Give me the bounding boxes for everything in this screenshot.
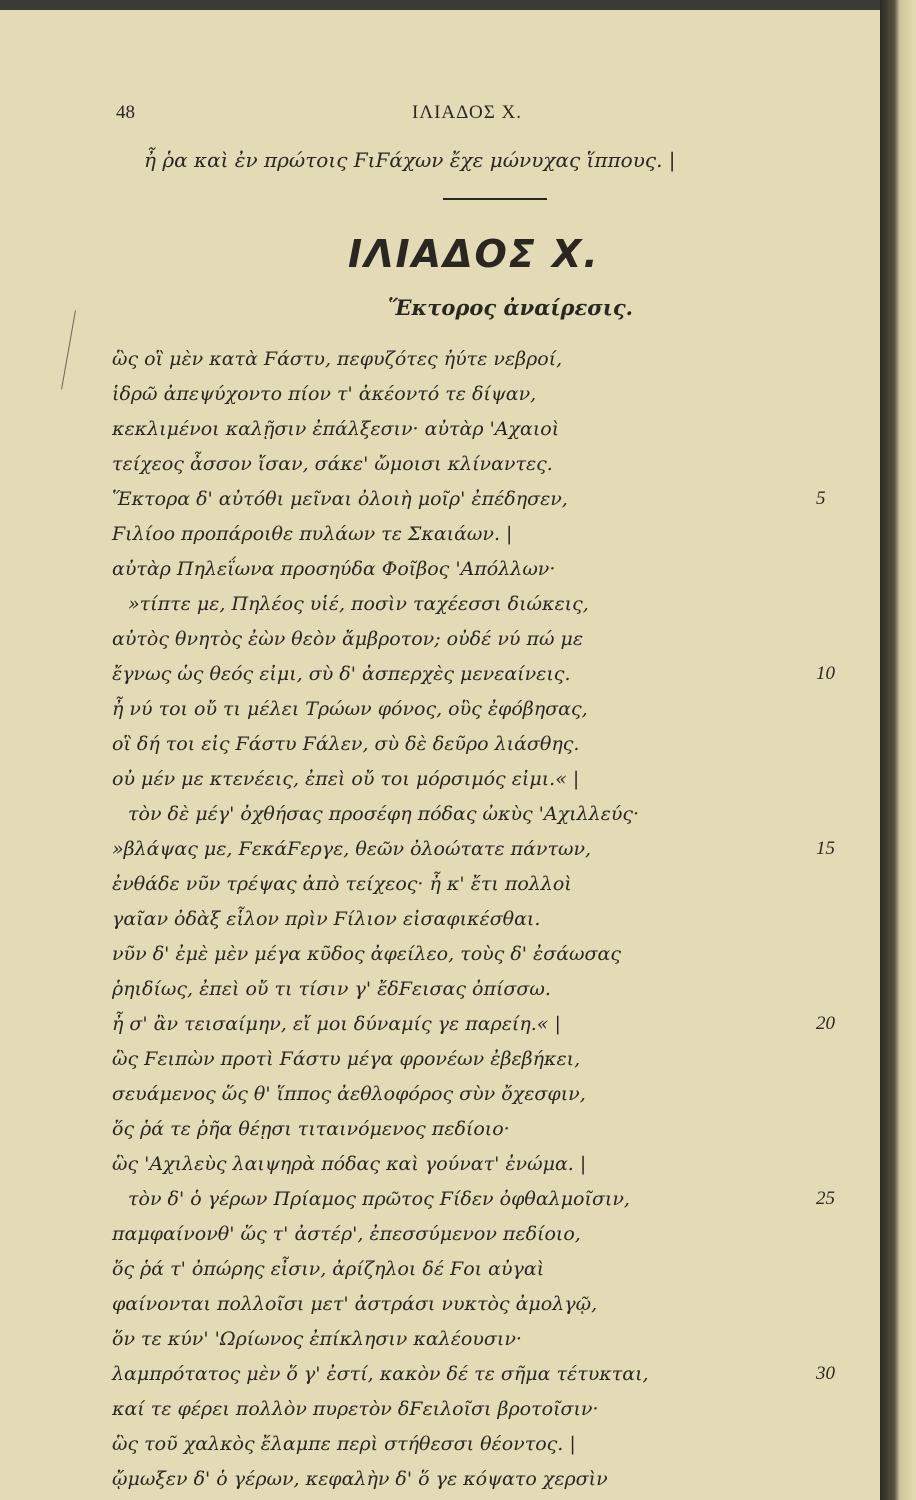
verse-line-18: νῦν δ' ἐμὲ μὲν μέγα κῦδος ἀφείλεο, τοὺς δ' ἐσάωσας (112, 943, 621, 965)
verse-line-23: ὅς ῥά τε ῥῆα θέῃσι τιταινόμενος πεδίοιο· (112, 1118, 510, 1140)
line-number-30: 30 (816, 1363, 835, 1384)
line-number-25: 25 (816, 1188, 835, 1209)
verse-line-20: ἦ σ' ἂν τεισαίμην, εἴ μοι δύναμίς γε παρείη.« | (112, 1013, 561, 1035)
verse-line-21: ὣς Ϝειπὼν προτὶ Ϝάστυ μέγα φρονέων ἐβεβήκει, (112, 1048, 581, 1070)
verse-line-33: ᾤμωξεν δ' ὁ γέρων, κεφαλὴν δ' ὅ γε κόψατο χερσὶν (112, 1468, 608, 1490)
page-number: 48 (116, 102, 135, 123)
verse-line-14: τὸν δὲ μέγ' ὀχθήσας προσέφη πόδας ὠκὺς 'Αχιλλεύς· (128, 803, 640, 825)
verse-line-10: ἔγνως ὡς θεός εἰμι, σὺ δ' ἀσπερχὲς μενεαίνεις. (112, 663, 571, 685)
verse-line-26: παμφαίνονθ' ὥς τ' ἀστέρ', ἐπεσσύμενον πεδίοιο, (112, 1223, 581, 1245)
margin-pencil-mark (61, 310, 77, 389)
line-number-15: 15 (816, 838, 835, 859)
line-number-5: 5 (816, 488, 826, 509)
previous-book-last-line: ἦ ῥα καὶ ἐν πρώτοις ϜιϜάχων ἔχε μώνυχας ἵππους. | (144, 148, 676, 172)
verse-line-12: οἳ δή τοι εἰς Ϝάστυ Ϝάλεν, σὺ δὲ δεῦρο λιάσθης. (112, 733, 580, 755)
verse-line-13: οὐ μέν με κτενέεις, ἐπεὶ οὔ τοι μόρσιμός εἰμι.« | (112, 768, 580, 790)
verse-line-3: κεκλιμένοι καλῇσιν ἐπάλξεσιν· αὐτὰρ 'Αχαιοὶ (112, 418, 560, 440)
book-spine (880, 0, 916, 1500)
verse-line-29: ὅν τε κύν' 'Ωρίωνος ἐπίκλησιν καλέουσιν· (112, 1328, 522, 1350)
section-divider (443, 198, 547, 200)
verse-line-7: αὐτὰρ Πηλεΐωνα προσηύδα Φοῖβος 'Απόλλων· (112, 558, 556, 580)
verse-line-27: ὅς ῥά τ' ὀπώρης εἶσιν, ἀρίζηλοι δέ Ϝοι αὐγαὶ (112, 1258, 545, 1280)
book-title: ΙΛΙΑΔΟΣ Χ. (348, 232, 600, 276)
verse-line-30: λαμπρότατος μὲν ὅ γ' ἐστί, κακὸν δέ τε σῆμα τέτυκται, (112, 1363, 649, 1385)
verse-line-31: καί τε φέρει πολλὸν πυρετὸν δϜειλοῖσι βροτοῖσιν· (112, 1398, 599, 1420)
verse-line-16: ἐνθάδε νῦν τρέψας ἀπὸ τείχεος· ἦ κ' ἔτι πολλοὶ (112, 873, 572, 895)
verse-line-9: αὐτὸς θνητὸς ἐὼν θεὸν ἄμβροτον; οὐδέ νύ πώ με (112, 628, 584, 650)
line-number-20: 20 (816, 1013, 835, 1034)
verse-line-4: τείχεος ἆσσον ἴσαν, σάκε' ὤμοισι κλίναντες. (112, 453, 553, 475)
verse-line-15: »βλάψας με, ϜεκάϜεργε, θεῶν ὀλοώτατε πάντων, (112, 838, 592, 860)
line-number-10: 10 (816, 663, 835, 684)
verse-line-24: ὣς 'Αχιλεὺς λαιψηρὰ πόδας καὶ γούνατ' ἐνώμα. | (112, 1153, 587, 1175)
verse-line-5: Ἕκτορα δ' αὐτόθι μεῖναι ὀλοιὴ μοῖρ' ἐπέδησεν, (112, 488, 568, 510)
verse-line-19: ῥηιδίως, ἐπεὶ οὔ τι τίσιν γ' ἔδϜεισας ὀπίσσω. (112, 978, 551, 1000)
verse-line-11: ἦ νύ τοι οὔ τι μέλει Τρώων φόνος, οὓς ἐφόβησας, (112, 698, 588, 720)
verse-line-6: Ϝιλίοο προπάροιθε πυλάων τε Σκαιάων. | (112, 523, 513, 545)
verse-line-28: φαίνονται πολλοῖσι μετ' ἀστράσι νυκτὸς ἀμολγῷ, (112, 1293, 598, 1315)
book-subtitle: Ἕκτορος ἀναίρεσις. (388, 295, 633, 320)
verse-line-32: ὣς τοῦ χαλκὸς ἔλαμπε περὶ στήθεσσι θέοντος. | (112, 1433, 576, 1455)
verse-line-25: τὸν δ' ὁ γέρων Πρίαμος πρῶτος Ϝίδεν ὀφθαλμοῖσιν, (128, 1188, 630, 1210)
verse-line-8: »τίπτε με, Πηλέος υἱέ, ποσὶν ταχέεσσι διώκεις, (128, 593, 589, 615)
book-page (0, 10, 880, 1500)
running-title: ΙΛΙΑΔΟΣ Χ. (412, 102, 523, 123)
verse-line-1: ὣς οἳ μὲν κατὰ Ϝάστυ, πεφυζότες ἠύτε νεβροί, (112, 348, 563, 370)
verse-line-17: γαῖαν ὀδὰξ εἷλον πρὶν Ϝίλιον εἰσαφικέσθαι. (112, 908, 541, 930)
verse-line-22: σευάμενος ὥς θ' ἵππος ἀεθλοφόρος σὺν ὄχεσφιν, (112, 1083, 586, 1105)
verse-line-2: ἱδρῶ ἀπεψύχοντο πίον τ' ἀκέοντό τε δίψαν, (112, 383, 537, 405)
